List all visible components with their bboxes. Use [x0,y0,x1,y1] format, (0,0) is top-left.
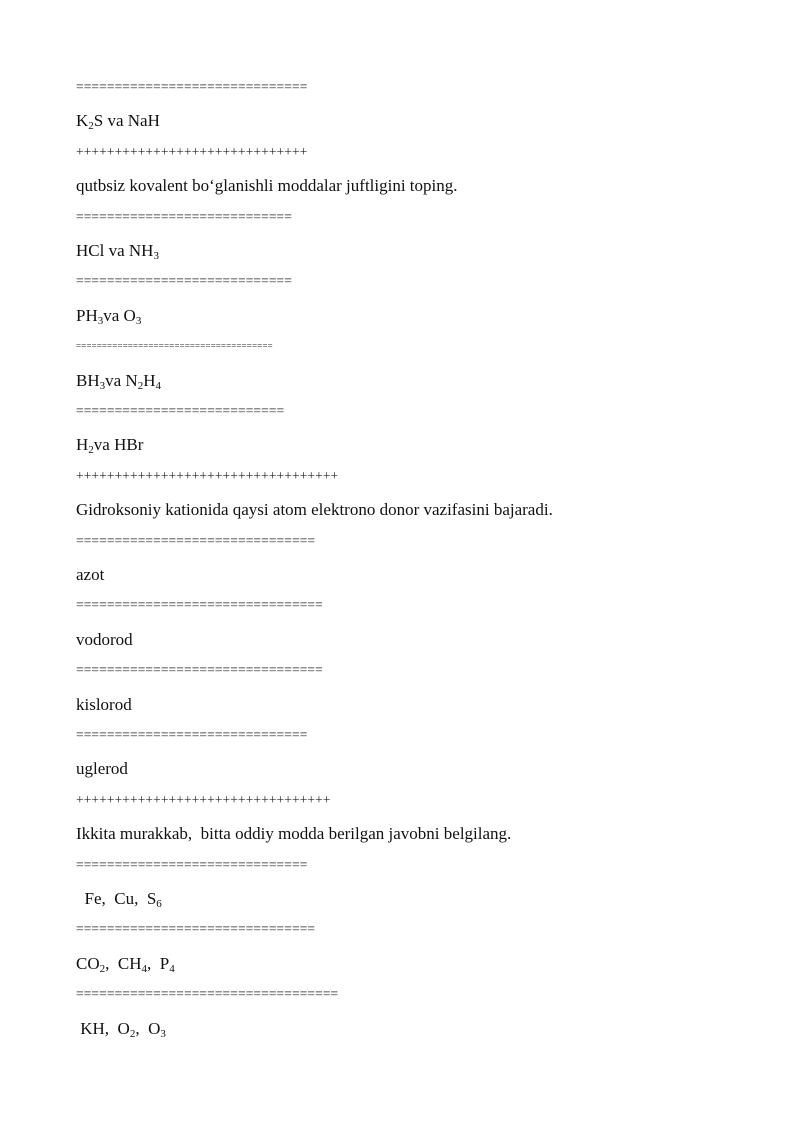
text-line [76,888,162,910]
text-run: Ikkita murakkab, bitta oddiy modda berilgan javobni belgilang. [76,824,512,844]
text-run: PH [76,305,98,325]
text-run: Fe, Cu, S [76,889,157,908]
subscript: 3 [153,250,159,262]
text-run: ============================ [76,273,292,289]
text-line [76,434,143,456]
text-run: ============================== [76,727,308,742]
text-line [76,953,175,975]
subscript: 3 [160,1027,166,1040]
text-run: ================================== [76,986,339,1002]
separator-line [76,141,307,163]
text-run: S va NaH [93,111,160,131]
text-run: =========================== [76,403,285,418]
text-run: Gidroksoniy kationida qaysi atom elektrono donor vazifasini bajaradi. [76,500,553,520]
subscript: 4 [169,962,175,975]
text-line [76,110,160,132]
separator-line [76,270,292,292]
subscript: 2 [99,962,106,975]
text-line [76,758,128,780]
text-run: va N [105,370,138,390]
text-line [76,823,511,845]
separator-line [76,983,338,1005]
subscript: 3 [97,314,104,327]
separator-line [76,854,307,876]
text-run: va HBr [93,435,144,455]
text-line [76,175,458,197]
text-run: , P [147,953,170,973]
text-line [76,370,161,392]
subscript: 2 [88,120,94,133]
text-run: CO [76,953,100,973]
text-run: ================================ [76,662,323,678]
separator-line [76,724,307,746]
text-run: KH, O [76,1018,130,1038]
subscript: 6 [156,898,162,910]
separator-line [76,918,315,940]
text-run: HCl va NH [76,241,154,260]
text-run: va O [103,305,136,325]
text-line [76,240,159,262]
separator-line [76,659,323,681]
text-line [76,305,141,327]
text-run: BH [76,370,100,390]
separator-line [76,400,284,422]
text-line [76,564,104,586]
text-run: uglerod [76,759,128,779]
subscript: 2 [88,444,94,457]
subscript: 3 [99,379,106,392]
text-line [76,499,553,521]
subscript: 2 [129,1027,136,1040]
text-run: , CH [105,953,142,973]
text-run: qutbsiz kovalent bo‘glanishli moddalar juftligini toping. [76,176,458,196]
text-run: kislorod [76,694,132,714]
separator-line [76,530,315,552]
text-run: =============================== [76,921,316,937]
subscript: 4 [155,379,161,392]
text-line [76,629,133,651]
text-run: ++++++++++++++++++++++++++++++ [76,143,308,159]
text-run: ====================================== [76,341,273,352]
text-run: azot [76,565,105,584]
text-run: , O [135,1018,161,1038]
text-run: vodorod [76,629,133,649]
text-run: K [76,111,89,131]
subscript: 4 [141,962,147,975]
separator-line [76,594,323,616]
text-run: ++++++++++++++++++++++++++++++++++ [76,467,339,483]
separator-line [76,206,292,228]
text-run: ================================ [76,597,323,613]
text-run: +++++++++++++++++++++++++++++++++ [76,791,331,807]
text-run: ============================== [76,856,308,872]
text-run: =============================== [76,532,316,548]
separator-line [76,335,273,357]
text-run: ============================ [76,208,292,224]
text-run: H [76,435,89,455]
text-line [76,694,132,716]
separator-line [76,76,307,98]
text-run: H [143,370,156,390]
text-line [76,1018,166,1040]
separator-line [76,789,331,811]
text-run: ============================== [76,79,308,94]
separator-line [76,465,338,487]
subscript: 3 [135,314,142,327]
subscript: 2 [137,379,144,392]
